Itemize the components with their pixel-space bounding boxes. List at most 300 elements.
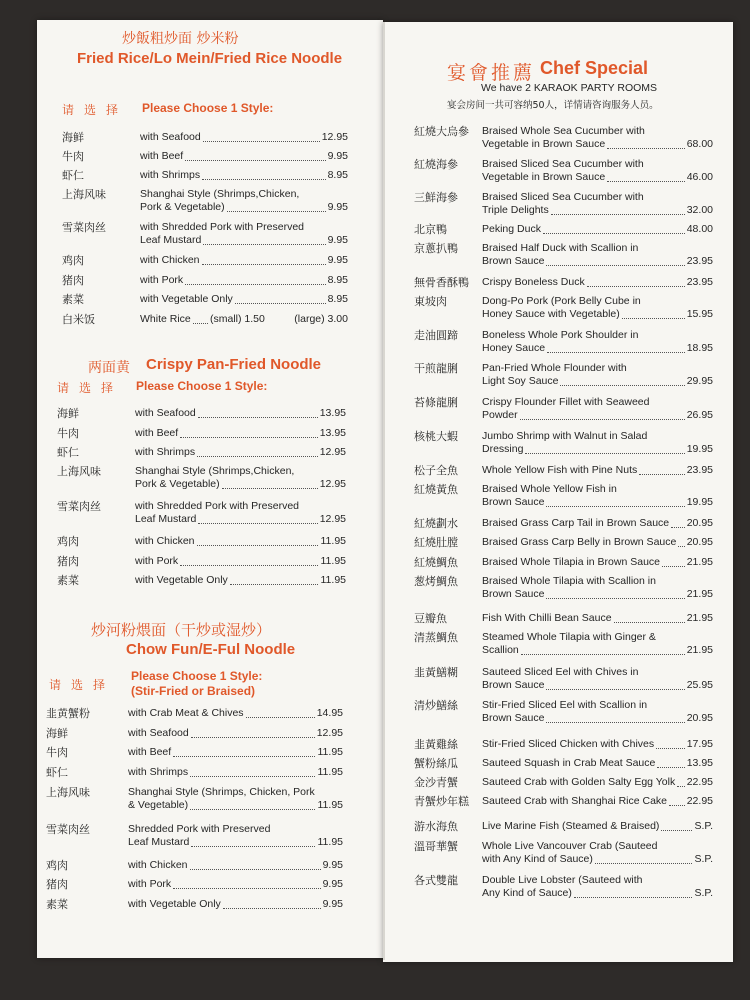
dot-leader xyxy=(197,545,318,546)
item-name-cn: 游水海魚 xyxy=(414,820,458,833)
dot-leader xyxy=(669,805,685,806)
item-name-cn: 三鮮海參 xyxy=(414,191,458,204)
item-name-en: Jumbo Shrimp with Walnut in Salad xyxy=(482,430,648,442)
item-name-en: with Shredded Pork with Preserved xyxy=(140,221,304,233)
menu-item xyxy=(414,295,713,321)
item-name-cn: 白米饭 xyxy=(62,313,95,326)
menu-item xyxy=(46,746,343,759)
item-name-en: Peking Duck xyxy=(482,223,541,235)
item-name-cn: 干煎龍脷 xyxy=(414,362,458,375)
dot-leader xyxy=(173,756,315,757)
item-price: 14.95 xyxy=(316,707,343,719)
item-name-en: Triple Delights xyxy=(482,204,549,216)
item-price: 20.95 xyxy=(686,536,713,548)
dot-leader xyxy=(190,809,315,810)
item-name-en: Scallion xyxy=(482,644,519,656)
item-price: 15.95 xyxy=(686,308,713,320)
menu-item xyxy=(57,574,346,587)
item-name-cn: 紅燒肚膛 xyxy=(414,536,458,549)
item-name-cn: 北京鴨 xyxy=(414,223,447,236)
item-name-en: Shredded Pork with Preserved xyxy=(128,823,271,835)
dot-leader xyxy=(546,689,685,690)
item-name-en: Pan-Fried Whole Flounder with xyxy=(482,362,627,374)
menu-item xyxy=(62,274,348,287)
item-price: 22.95 xyxy=(686,795,713,807)
menu-item xyxy=(46,786,343,812)
menu-item xyxy=(46,878,343,891)
item-name-cn: 雪菜肉丝 xyxy=(46,823,90,836)
item-name-en: with Chicken xyxy=(128,859,188,871)
item-name-cn: 溫哥華蟹 xyxy=(414,840,458,853)
chef-special-title-cn: 宴會推薦 xyxy=(447,62,536,84)
item-price: S.P. xyxy=(694,853,713,865)
dot-leader xyxy=(202,179,326,180)
item-name-en: with Shrimps xyxy=(128,766,189,778)
item-name-en: with Vegetable Only xyxy=(128,898,221,910)
item-name-cn: 紅燒海參 xyxy=(414,158,458,171)
menu-item xyxy=(57,500,346,526)
menu-item xyxy=(57,427,346,440)
item-price: 32.00 xyxy=(686,204,713,216)
dot-leader xyxy=(546,598,685,599)
item-price: 12.95 xyxy=(319,446,346,458)
menu-item xyxy=(414,699,713,725)
item-name-en: with Pork xyxy=(128,878,172,890)
dot-leader xyxy=(203,141,320,142)
menu-item xyxy=(414,556,713,569)
item-name-cn: 上海风味 xyxy=(62,188,106,201)
item-price: 9.95 xyxy=(327,254,348,266)
item-name-cn: 海鲜 xyxy=(62,131,84,144)
item-name-cn: 鸡肉 xyxy=(62,254,84,267)
menu-item xyxy=(62,169,348,182)
item-name-cn: 紅燒鯛魚 xyxy=(414,556,458,569)
item-name-en: Braised Whole Tilapia in Brown Sauce xyxy=(482,556,661,568)
item-name-cn: 各式雙龍 xyxy=(414,874,458,887)
item-name-en: Fish With Chilli Bean Sauce xyxy=(482,612,612,624)
item-name-en: Leaf Mustard xyxy=(135,513,197,525)
item-price: 13.95 xyxy=(319,407,346,419)
menu-item xyxy=(414,666,713,692)
dot-leader xyxy=(656,748,685,749)
menu-item xyxy=(62,254,348,267)
item-name-en: & Vegetable) xyxy=(128,799,189,811)
dot-leader xyxy=(607,181,685,182)
item-name-en: Leaf Mustard xyxy=(128,836,190,848)
dot-leader xyxy=(173,888,321,889)
item-price: 21.95 xyxy=(686,612,713,624)
pan-fried-title-en: Crispy Pan-Fried Noodle xyxy=(146,356,322,373)
menu-item xyxy=(414,191,713,217)
pan-fried-choose-cn: 请选择 xyxy=(57,381,124,395)
item-name-en: Boneless Whole Pork Shoulder in xyxy=(482,329,639,341)
item-price: 11.95 xyxy=(317,766,343,778)
item-name-cn: 海鲜 xyxy=(57,407,79,420)
item-price: 9.95 xyxy=(322,898,343,910)
item-price: 18.95 xyxy=(686,342,713,354)
item-price: 13.95 xyxy=(686,757,713,769)
menu-item xyxy=(414,276,713,289)
item-name-en: Brown Sauce xyxy=(482,496,545,508)
dot-leader xyxy=(671,527,685,528)
item-price: 17.95 xyxy=(686,738,713,750)
item-name-en: Brown Sauce xyxy=(482,588,545,600)
dot-leader xyxy=(235,303,326,304)
item-name-en: with Any Kind of Sauce) xyxy=(482,853,593,865)
item-name-en: with Chicken xyxy=(140,254,200,266)
dot-leader xyxy=(197,456,318,457)
item-name-cn: 韭黃雞絲 xyxy=(414,738,458,751)
item-name-cn: 鸡肉 xyxy=(57,535,79,548)
dot-leader xyxy=(678,546,685,547)
item-name-en: with Seafood xyxy=(135,407,196,419)
item-name-cn: 牛肉 xyxy=(62,150,84,163)
item-name-cn: 韭黃鱔糊 xyxy=(414,666,458,679)
item-price: 11.95 xyxy=(317,799,343,811)
item-name-en: Double Live Lobster (Sauteed with xyxy=(482,874,643,886)
item-name-en: with Seafood xyxy=(128,727,189,739)
item-name-en: Crispy Boneless Duck xyxy=(482,276,585,288)
item-price: 19.95 xyxy=(686,443,713,455)
menu-item xyxy=(46,727,343,740)
menu-item xyxy=(414,483,713,509)
item-name-cn: 葱烤鯛魚 xyxy=(414,575,458,588)
item-name-en: Shanghai Style (Shrimps, Chicken, Pork xyxy=(128,786,315,798)
menu-item xyxy=(414,362,713,388)
item-name-en: Braised Grass Carp Belly in Brown Sauce xyxy=(482,536,677,548)
item-name-cn: 牛肉 xyxy=(46,746,68,759)
item-name-en: with Pork xyxy=(135,555,179,567)
item-name-cn: 蟹粉絲瓜 xyxy=(414,757,458,770)
item-name-en: Pork & Vegetable) xyxy=(135,478,220,490)
dot-leader xyxy=(560,385,685,386)
chow-fun-choose-en-1: Please Choose 1 Style: xyxy=(131,669,263,683)
item-name-cn: 清炒鱔絲 xyxy=(414,699,458,712)
menu-item xyxy=(62,313,348,326)
item-name-en: Brown Sauce xyxy=(482,255,545,267)
dot-leader xyxy=(595,863,692,864)
item-price: 11.95 xyxy=(320,574,346,586)
menu-item xyxy=(57,555,346,568)
menu-item xyxy=(62,293,348,306)
menu-item xyxy=(414,820,713,833)
item-price: 12.95 xyxy=(321,131,348,143)
item-price: 8.95 xyxy=(327,169,348,181)
item-name-cn: 素菜 xyxy=(62,293,84,306)
item-name-en: Sauteed Crab with Shanghai Rice Cake xyxy=(482,795,668,807)
item-name-en: Light Soy Sauce xyxy=(482,375,559,387)
item-name-cn: 紅燒劃水 xyxy=(414,517,458,530)
item-price: 22.95 xyxy=(686,776,713,788)
item-name-en: Whole Yellow Fish with Pine Nuts xyxy=(482,464,638,476)
menu-item xyxy=(414,795,713,808)
pan-fried-title-cn: 两面黄 xyxy=(88,360,130,376)
chow-fun-title-en: Chow Fun/E-Ful Noodle xyxy=(126,641,296,658)
item-name-en: with Beef xyxy=(128,746,172,758)
item-price: 29.95 xyxy=(686,375,713,387)
menu-item xyxy=(57,407,346,420)
menu-item xyxy=(46,898,343,911)
item-name-en: Shanghai Style (Shrimps,Chicken, xyxy=(135,465,295,477)
dot-leader xyxy=(185,160,326,161)
dot-leader xyxy=(198,523,318,524)
dot-leader xyxy=(191,737,315,738)
item-name-cn: 雪菜肉丝 xyxy=(57,500,101,513)
item-name-en: with Seafood xyxy=(140,131,201,143)
item-price: 20.95 xyxy=(686,517,713,529)
dot-leader xyxy=(639,474,685,475)
item-name-en: White Rice xyxy=(140,313,191,325)
chow-fun-title-cn: 炒河粉煨面（干炒或湿炒） xyxy=(91,621,272,639)
dot-leader xyxy=(198,417,318,418)
dot-leader xyxy=(662,566,685,567)
price-large: (large) 3.00 xyxy=(294,313,348,325)
menu-item xyxy=(414,158,713,184)
dot-leader xyxy=(230,584,318,585)
item-name-cn: 鸡肉 xyxy=(46,859,68,872)
item-name-en: Dressing xyxy=(482,443,524,455)
item-name-en: with Beef xyxy=(135,427,179,439)
menu-item xyxy=(46,766,343,779)
fried-rice-title-en: Fried Rice/Lo Mein/Fried Rice Noodle xyxy=(77,50,343,67)
dot-leader xyxy=(614,622,685,623)
item-name-en: Live Marine Fish (Steamed & Braised) xyxy=(482,820,660,832)
item-name-en: with Crab Meat & Chives xyxy=(128,707,244,719)
item-name-cn: 虾仁 xyxy=(46,766,68,779)
item-name-cn: 清蒸鯛魚 xyxy=(414,631,458,644)
item-name-en: Pork & Vegetable) xyxy=(140,201,225,213)
menu-item xyxy=(62,188,348,214)
menu-item xyxy=(57,465,346,491)
menu-item xyxy=(414,517,713,530)
item-name-cn: 海鲜 xyxy=(46,727,68,740)
item-name-cn: 苔條龍脷 xyxy=(414,396,458,409)
item-name-en: Brown Sauce xyxy=(482,679,545,691)
item-price: 12.95 xyxy=(316,727,343,739)
item-name-cn: 猪肉 xyxy=(46,878,68,891)
menu-item xyxy=(414,874,713,900)
item-price: 48.00 xyxy=(686,223,713,235)
item-name-en: Steamed Whole Tilapia with Ginger & xyxy=(482,631,656,643)
chef-special-title-en: Chef Special xyxy=(540,58,649,78)
item-name-en: Sauteed Squash in Crab Meat Sauce xyxy=(482,757,656,769)
menu-item xyxy=(414,396,713,422)
item-name-en: Braised Sliced Sea Cucumber with xyxy=(482,191,644,203)
menu-item xyxy=(62,131,348,144)
item-name-en: Powder xyxy=(482,409,518,421)
item-name-en: Shanghai Style (Shrimps,Chicken, xyxy=(140,188,300,200)
fried-rice-choose-en: Please Choose 1 Style: xyxy=(142,101,274,115)
menu-item xyxy=(414,612,713,625)
item-price: 11.95 xyxy=(317,746,343,758)
item-name-en: with Vegetable Only xyxy=(135,574,228,586)
dot-leader xyxy=(546,722,685,723)
item-name-en: Leaf Mustard xyxy=(140,234,202,246)
item-name-en: Crispy Flounder Fillet with Seaweed xyxy=(482,396,650,408)
item-name-en: Braised Half Duck with Scallion in xyxy=(482,242,639,254)
item-name-cn: 虾仁 xyxy=(62,169,84,182)
item-name-cn: 牛肉 xyxy=(57,427,79,440)
item-name-en: with Beef xyxy=(140,150,184,162)
item-price: 23.95 xyxy=(686,255,713,267)
dot-leader xyxy=(191,846,315,847)
dot-leader xyxy=(246,717,315,718)
dot-leader xyxy=(227,211,326,212)
dot-leader xyxy=(546,265,685,266)
item-price: 9.95 xyxy=(327,150,348,162)
party-rooms-note-cn: 宴会房间一共可容纳50人，详情请咨询服务人员。 xyxy=(447,100,659,111)
item-name-cn: 紅燒黃魚 xyxy=(414,483,458,496)
item-price: 26.95 xyxy=(686,409,713,421)
item-price: 21.95 xyxy=(686,588,713,600)
item-price: 12.95 xyxy=(319,513,346,525)
item-price: 21.95 xyxy=(686,644,713,656)
item-price: 13.95 xyxy=(319,427,346,439)
menu-item xyxy=(414,536,713,549)
chow-fun-choose-cn: 请选择 xyxy=(49,678,116,692)
menu-item xyxy=(46,859,343,872)
pan-fried-choose-en: Please Choose 1 Style: xyxy=(136,379,268,393)
item-price: 9.95 xyxy=(327,234,348,246)
item-name-en: Any Kind of Sauce) xyxy=(482,887,572,899)
menu-item xyxy=(414,242,713,268)
item-name-en: Stir-Fried Sliced Eel with Scallion in xyxy=(482,699,648,711)
item-name-en: Stir-Fried Sliced Chicken with Chives xyxy=(482,738,655,750)
item-price: 25.95 xyxy=(686,679,713,691)
item-name-cn: 京蔥扒鴨 xyxy=(414,242,458,255)
dot-leader xyxy=(223,908,321,909)
menu-item xyxy=(414,840,713,866)
menu-item xyxy=(57,535,346,548)
item-name-en: Sauteed Crab with Golden Salty Egg Yolk xyxy=(482,776,676,788)
item-name-cn: 無骨香酥鴨 xyxy=(414,276,469,289)
menu-item xyxy=(414,223,713,236)
item-price: 9.95 xyxy=(322,878,343,890)
menu-item xyxy=(414,125,713,151)
item-price: 68.00 xyxy=(686,138,713,150)
dot-leader xyxy=(190,776,315,777)
menu-item xyxy=(46,823,343,849)
dot-leader xyxy=(203,244,326,245)
item-price: 9.95 xyxy=(327,201,348,213)
item-name-cn: 猪肉 xyxy=(62,274,84,287)
item-name-cn: 走油圓蹄 xyxy=(414,329,458,342)
dot-leader xyxy=(546,506,685,507)
dot-leader xyxy=(574,897,692,898)
item-price: 8.95 xyxy=(327,293,348,305)
item-name-cn: 東坡肉 xyxy=(414,295,447,308)
menu-item xyxy=(62,221,348,247)
item-name-cn: 雪菜肉丝 xyxy=(62,221,106,234)
item-name-en: Vegetable in Brown Sauce xyxy=(482,138,606,150)
item-name-en: with Shredded Pork with Preserved xyxy=(135,500,299,512)
item-price: 9.95 xyxy=(322,859,343,871)
chow-fun-choose-en-2: (Stir-Fried or Braised) xyxy=(131,684,256,698)
item-price: S.P. xyxy=(694,820,713,832)
menu-item xyxy=(46,707,343,720)
menu-item xyxy=(57,446,346,459)
item-name-cn: 上海风味 xyxy=(46,786,90,799)
dot-leader xyxy=(180,565,318,566)
item-price: 23.95 xyxy=(686,464,713,476)
item-name-cn: 青蟹炒年糕 xyxy=(414,795,469,808)
dot-leader xyxy=(521,654,685,655)
fried-rice-title-cn: 炒飯粗炒面 炒米粉 xyxy=(122,31,239,47)
menu-item xyxy=(414,776,713,789)
menu-item xyxy=(62,150,348,163)
item-price: 21.95 xyxy=(686,556,713,568)
dot-leader xyxy=(525,453,685,454)
item-name-en: Honey Sauce with Vegetable) xyxy=(482,308,620,320)
menu-item xyxy=(414,575,713,601)
item-price: 11.95 xyxy=(320,535,346,547)
dot-leader xyxy=(222,488,318,489)
price-small: (small) 1.50 xyxy=(210,313,265,325)
dot-leader xyxy=(622,318,685,319)
item-name-cn: 虾仁 xyxy=(57,446,79,459)
item-price: 11.95 xyxy=(317,836,343,848)
item-price: 8.95 xyxy=(327,274,348,286)
dot-leader xyxy=(520,419,685,420)
item-name-en: Whole Live Vancouver Crab (Sauteed xyxy=(482,840,658,852)
item-name-en: Braised Whole Tilapia with Scallion in xyxy=(482,575,656,587)
item-price: 20.95 xyxy=(686,712,713,724)
dot-leader xyxy=(607,148,685,149)
item-name-cn: 韭黄蟹粉 xyxy=(46,707,90,720)
item-name-en: Braised Grass Carp Tail in Brown Sauce xyxy=(482,517,670,529)
item-name-en: Honey Sauce xyxy=(482,342,546,354)
menu-item xyxy=(414,738,713,751)
item-name-en: Dong-Po Pork (Pork Belly Cube in xyxy=(482,295,641,307)
dot-leader xyxy=(587,286,685,287)
dot-leader xyxy=(193,323,208,324)
fried-rice-choose-cn: 请选择 xyxy=(62,103,129,117)
item-name-en: Sauteed Sliced Eel with Chives in xyxy=(482,666,639,678)
item-name-en: Vegetable in Brown Sauce xyxy=(482,171,606,183)
item-name-cn: 豆瓣魚 xyxy=(414,612,447,625)
menu-item xyxy=(414,757,713,770)
menu-item xyxy=(414,430,713,456)
menu-item xyxy=(414,631,713,657)
dot-leader xyxy=(661,830,692,831)
item-name-en: Braised Whole Yellow Fish in xyxy=(482,483,617,495)
page-fold xyxy=(383,22,385,960)
item-price: 19.95 xyxy=(686,496,713,508)
dot-leader xyxy=(657,767,685,768)
dot-leader xyxy=(543,233,685,234)
item-name-cn: 松子全魚 xyxy=(414,464,458,477)
item-price: 12.95 xyxy=(319,478,346,490)
item-name-cn: 紅燒大烏參 xyxy=(414,125,469,138)
party-rooms-note: We have 2 KARAOK PARTY ROOMS xyxy=(481,82,658,94)
dot-leader xyxy=(185,284,326,285)
item-name-en: Brown Sauce xyxy=(482,712,545,724)
item-name-cn: 素菜 xyxy=(46,898,68,911)
dot-leader xyxy=(180,437,318,438)
menu-item xyxy=(414,329,713,355)
item-name-en: with Shrimps xyxy=(140,169,201,181)
item-name-cn: 素菜 xyxy=(57,574,79,587)
item-name-en: with Vegetable Only xyxy=(140,293,233,305)
menu-item xyxy=(414,464,713,477)
item-name-en: with Shrimps xyxy=(135,446,196,458)
dot-leader xyxy=(202,264,326,265)
item-name-en: with Pork xyxy=(140,274,184,286)
item-name-en: with Chicken xyxy=(135,535,195,547)
item-name-cn: 金沙青蟹 xyxy=(414,776,458,789)
item-name-cn: 猪肉 xyxy=(57,555,79,568)
dot-leader xyxy=(190,869,321,870)
